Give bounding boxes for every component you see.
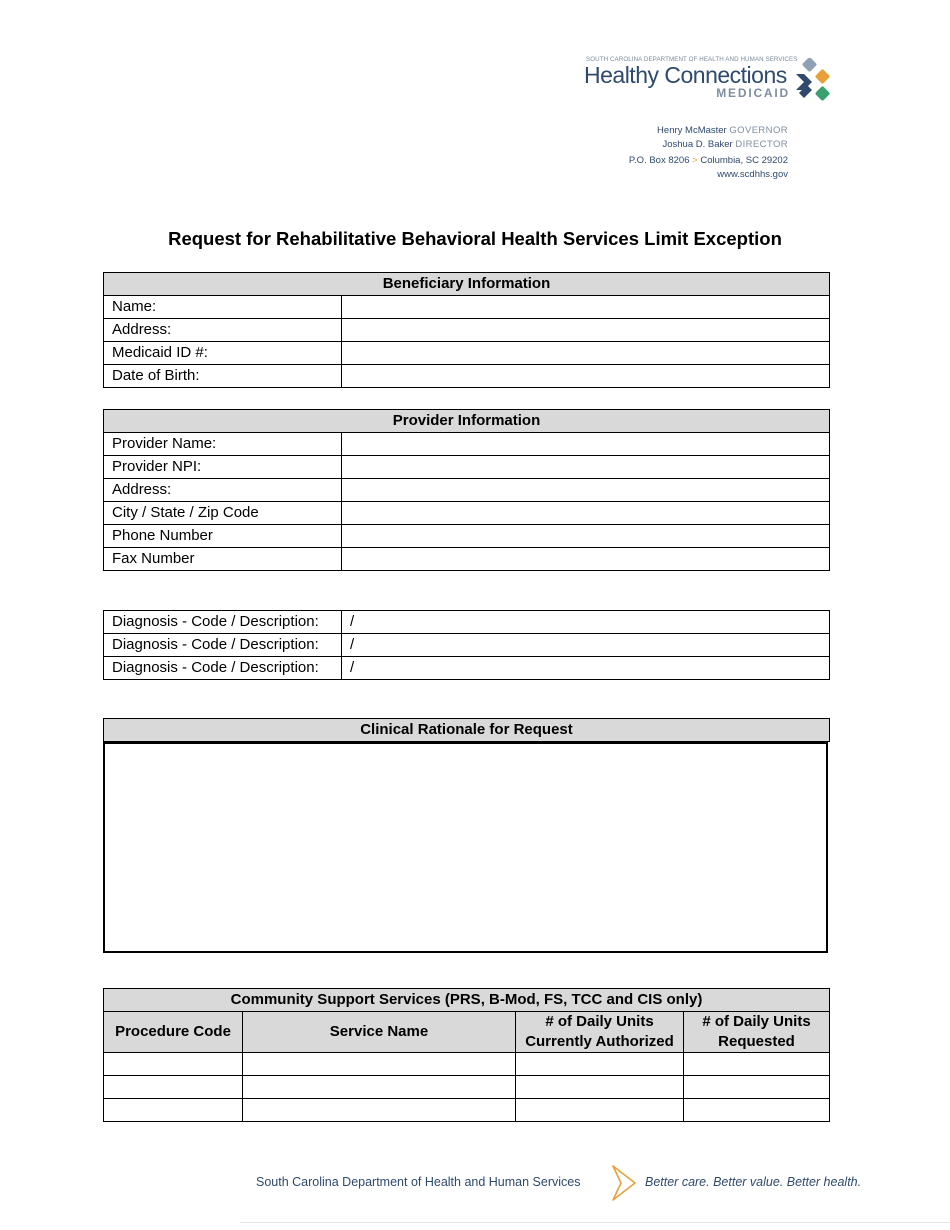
units-authorized-cell[interactable] (516, 1053, 684, 1076)
beneficiary-table (103, 272, 830, 388)
table-row: Provider Name: (104, 433, 830, 456)
table-row: Diagnosis - Code / Description: / (104, 634, 830, 657)
date-of-birth-field[interactable] (342, 365, 830, 388)
services-table (103, 988, 830, 1122)
units-requested-cell[interactable] (684, 1099, 830, 1122)
column-header-units-requested: # of Daily Units Requested (684, 1012, 830, 1053)
table-row: Diagnosis - Code / Description: / (104, 611, 830, 634)
director-line: Joshua D. Baker DIRECTOR (662, 139, 788, 150)
table-row: Fax Number (104, 548, 830, 571)
units-authorized-cell[interactable] (516, 1076, 684, 1099)
phone-number-field[interactable] (342, 525, 830, 548)
fax-number-field[interactable] (342, 548, 830, 571)
provider-table (103, 409, 830, 571)
footer-agency: South Carolina Department of Health and Human Services (256, 1175, 581, 1189)
footer-tagline: Better care. Better value. Better health. (645, 1175, 862, 1189)
chevron-right-icon (607, 1164, 641, 1202)
column-header-procedure-code: Procedure Code (104, 1012, 243, 1053)
procedure-code-cell[interactable] (104, 1076, 243, 1099)
column-header-units-authorized: # of Daily Units Currently Authorized (516, 1012, 684, 1053)
arrow-icon: > (692, 155, 698, 166)
city-state-zip-field[interactable] (342, 502, 830, 525)
agency-small-text: SOUTH CAROLINA DEPARTMENT OF HEALTH AND HUMAN SERVICES (586, 56, 798, 63)
footer-divider (240, 1222, 950, 1223)
table-row (104, 1053, 830, 1076)
table-row (104, 1099, 830, 1122)
provider-npi-field[interactable] (342, 456, 830, 479)
table-row: Provider NPI: (104, 456, 830, 479)
diagnosis-field-2[interactable]: / (342, 634, 830, 657)
clinical-rationale-textarea[interactable] (103, 742, 828, 953)
logo-wordmark: Healthy Connections (584, 62, 787, 88)
address-line: P.O. Box 8206 > Columbia, SC 29202 (628, 155, 788, 166)
beneficiary-header: Beneficiary Information (104, 273, 830, 296)
services-header: Community Support Services (PRS, B-Mod, FS, TCC and CIS only) (104, 989, 830, 1012)
medicaid-id-field[interactable] (342, 342, 830, 365)
units-requested-cell[interactable] (684, 1076, 830, 1099)
table-row: Address: (104, 319, 830, 342)
table-row: Date of Birth: (104, 365, 830, 388)
table-row: Address: (104, 479, 830, 502)
page-title: Request for Rehabilitative Behavioral Health Services Limit Exception (168, 228, 782, 249)
governor-line: Henry McMaster GOVERNOR (657, 125, 788, 136)
logo-subtitle: MEDICAID (716, 86, 790, 100)
units-requested-cell[interactable] (684, 1053, 830, 1076)
table-row: City / State / Zip Code (104, 502, 830, 525)
provider-name-field[interactable] (342, 433, 830, 456)
service-name-cell[interactable] (243, 1076, 516, 1099)
procedure-code-cell[interactable] (104, 1053, 243, 1076)
diagnosis-field-1[interactable]: / (342, 611, 830, 634)
units-authorized-cell[interactable] (516, 1099, 684, 1122)
rationale-header: Clinical Rationale for Request (104, 719, 830, 742)
address-field[interactable] (342, 319, 830, 342)
column-header-service-name: Service Name (243, 1012, 516, 1053)
website-line: www.scdhhs.gov (717, 169, 788, 180)
diagnosis-field-3[interactable]: / (342, 657, 830, 680)
rationale-header-table (103, 718, 830, 742)
provider-header: Provider Information (104, 410, 830, 433)
service-name-cell[interactable] (243, 1053, 516, 1076)
table-row: Phone Number (104, 525, 830, 548)
procedure-code-cell[interactable] (104, 1099, 243, 1122)
name-field[interactable] (342, 296, 830, 319)
service-name-cell[interactable] (243, 1099, 516, 1122)
diagnosis-table (103, 610, 830, 680)
provider-address-field[interactable] (342, 479, 830, 502)
table-row: Diagnosis - Code / Description: / (104, 657, 830, 680)
table-row: Medicaid ID #: (104, 342, 830, 365)
table-row (104, 1076, 830, 1099)
table-row: Name: (104, 296, 830, 319)
healthy-connections-logo-icon (790, 58, 834, 104)
